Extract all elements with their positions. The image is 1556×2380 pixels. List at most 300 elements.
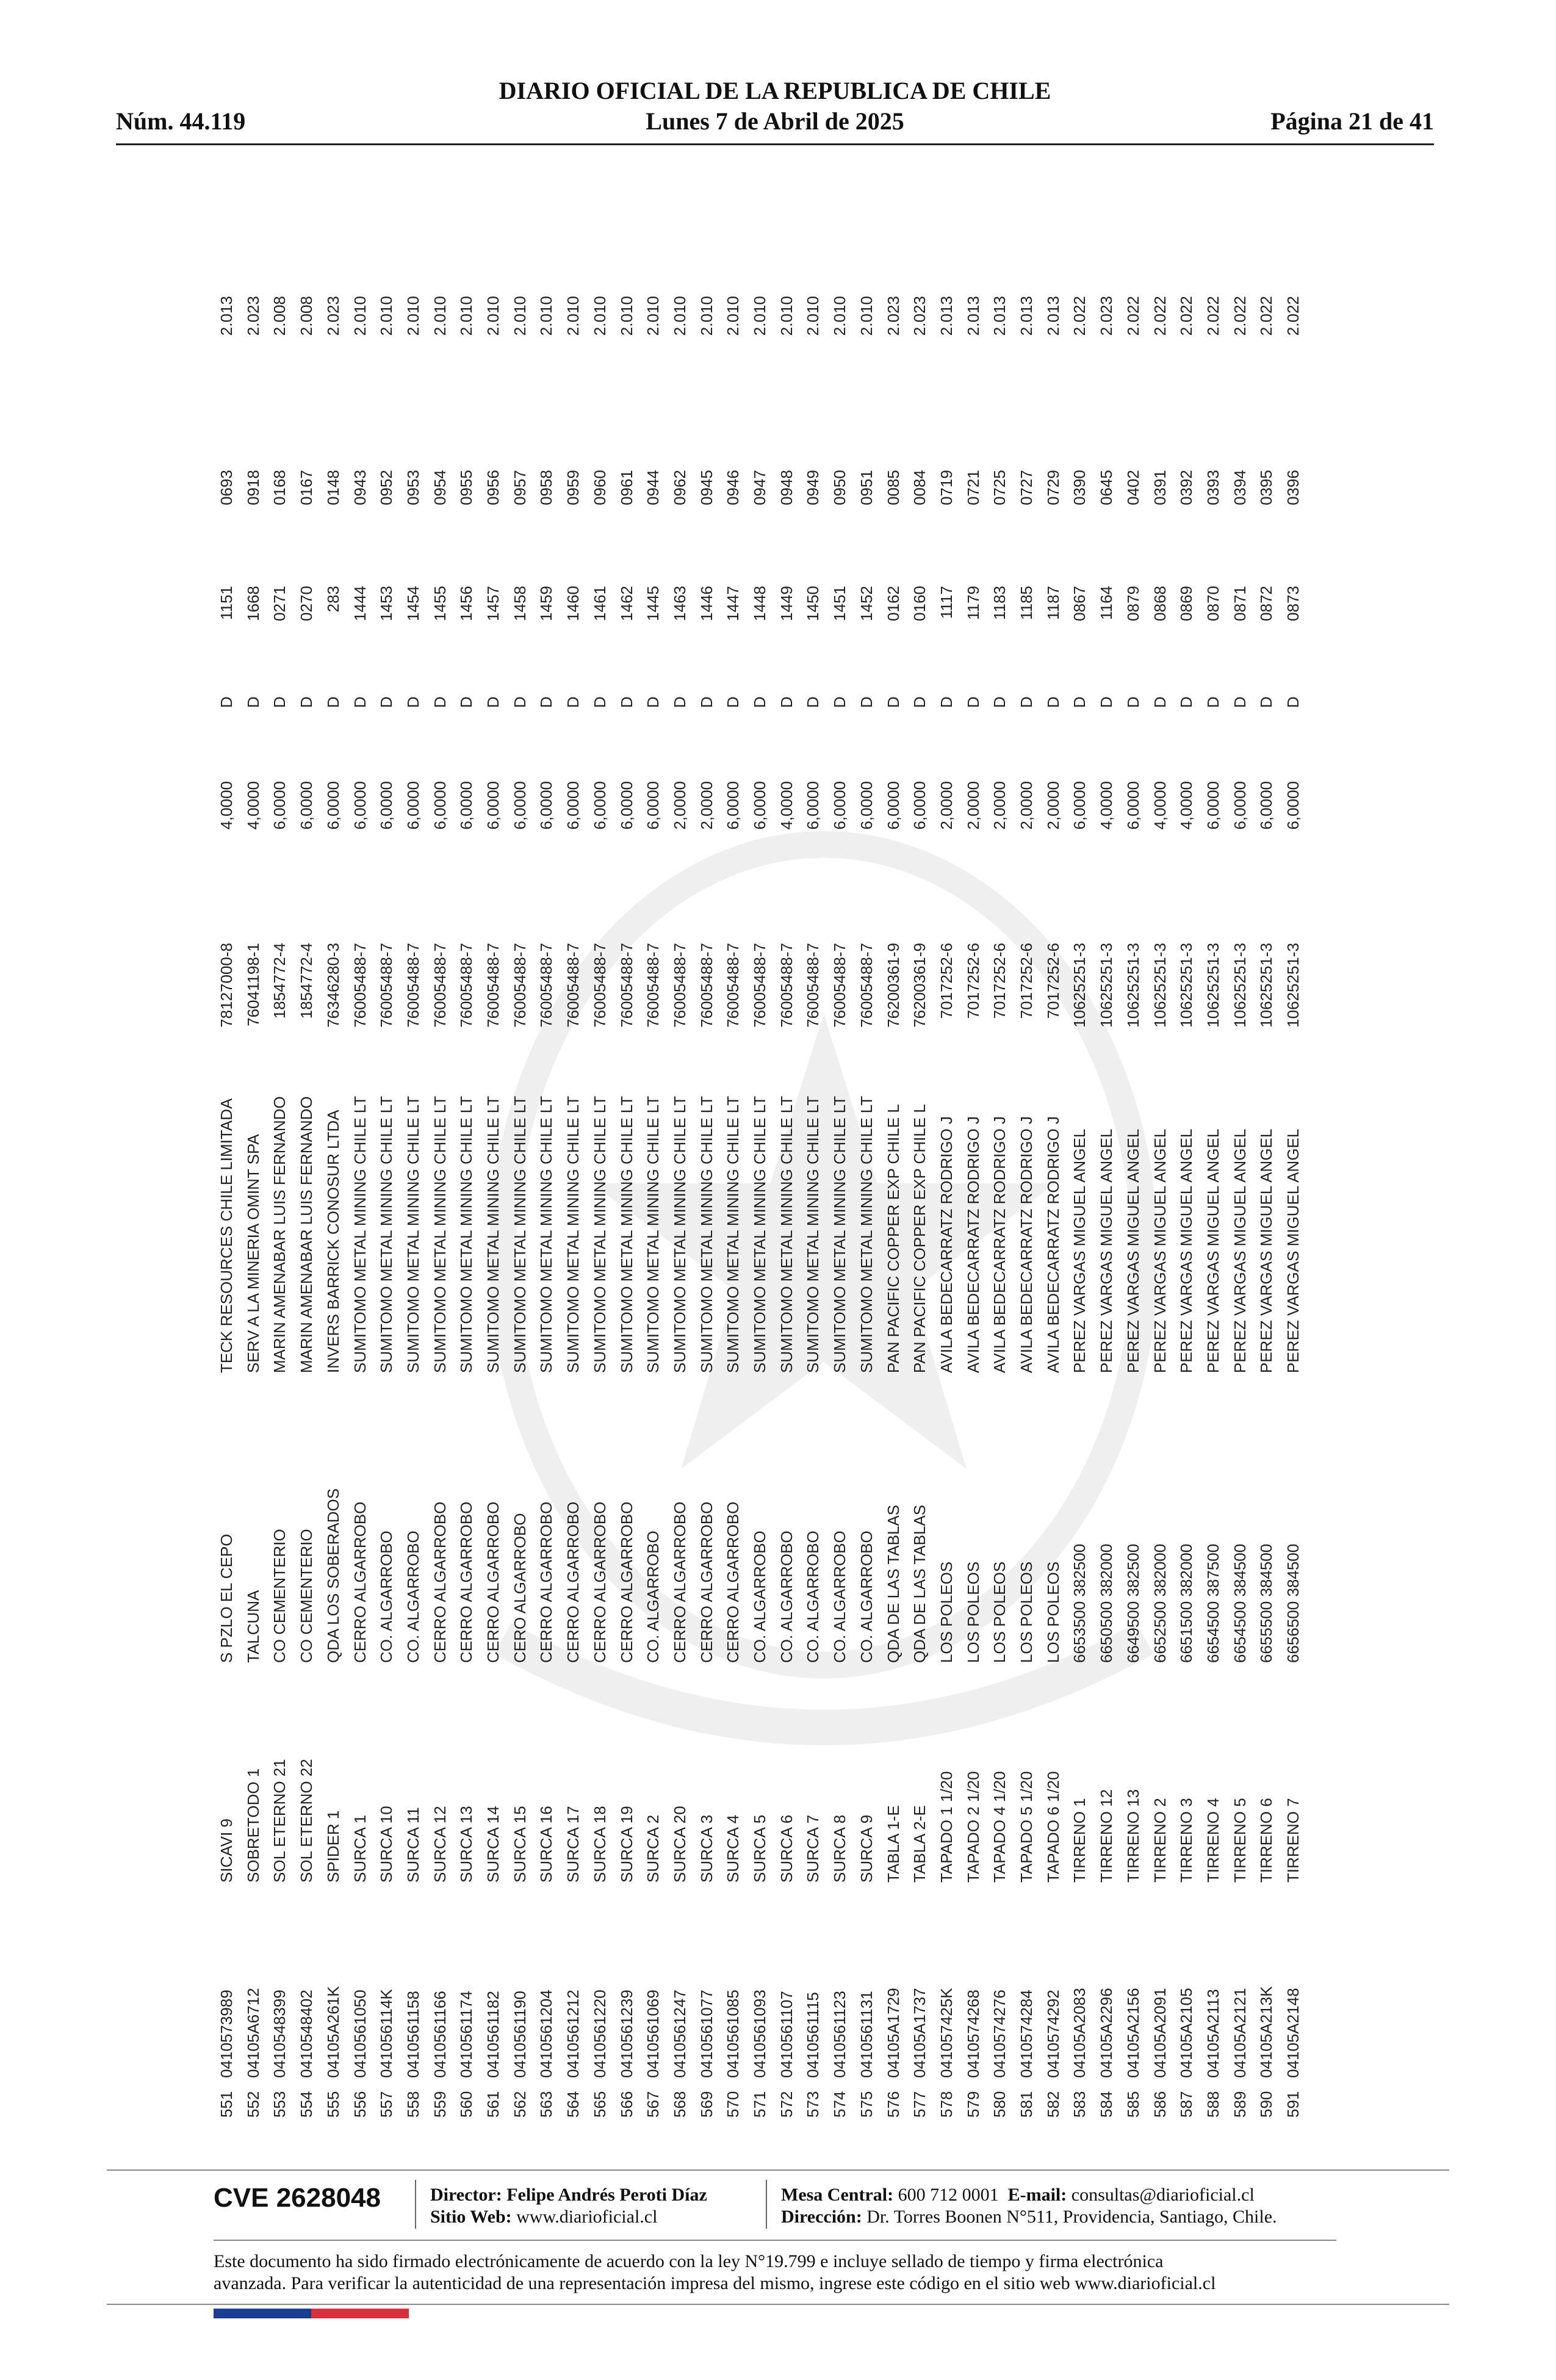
owner-rut-cell: 10625251-3 (1123, 943, 1142, 1028)
table-row (881, 195, 907, 2118)
concession-name-cell: SURCA 2 (644, 1814, 663, 1883)
hectares-cell: 6,0000 (1257, 781, 1276, 830)
year-cell: 2.010 (457, 296, 476, 336)
table-row (373, 195, 400, 2118)
table-row (453, 195, 480, 2118)
table-row (1014, 195, 1040, 2118)
table-row (560, 195, 586, 2118)
hectares-cell: 4,0000 (1150, 781, 1169, 830)
location-cell: CERRO ALGARROBO (537, 1501, 556, 1663)
rol-code-cell: 04105A2148 (1284, 1988, 1302, 2078)
table-row (587, 195, 613, 2118)
number-b-cell: 0167 (297, 470, 316, 505)
owner-name-cell: AVILA BEDECARRATZ RODRIGO J (937, 1116, 956, 1373)
rol-code-cell: 0410561123 (830, 1991, 849, 2078)
row-number-cell: 588 (1203, 2091, 1222, 2118)
type-code-cell: D (457, 696, 476, 708)
table-row (614, 195, 640, 2118)
footer-separator (415, 2180, 416, 2229)
location-cell: CERRO ALGARROBO (617, 1501, 636, 1663)
type-code-cell: D (644, 696, 663, 708)
number-b-cell: 0719 (937, 470, 956, 505)
hectares-cell: 6,0000 (1203, 781, 1222, 830)
owner-rut-cell: 76005488-7 (617, 943, 636, 1028)
concession-name-cell: SURCA 10 (377, 1806, 396, 1883)
row-number-cell: 563 (537, 2091, 556, 2118)
owner-rut-cell: 76005488-7 (830, 943, 849, 1028)
hectares-cell: 6,0000 (724, 781, 743, 830)
type-code-cell: D (1284, 696, 1302, 708)
year-cell: 2.013 (1043, 296, 1062, 336)
concession-name-cell: SURCA 5 (751, 1814, 769, 1883)
owner-rut-cell: 76005488-7 (724, 943, 743, 1028)
number-b-cell: 0948 (777, 470, 796, 505)
rol-code-cell: 0410574292 (1043, 1989, 1062, 2078)
year-cell: 2.013 (937, 296, 956, 336)
number-a-cell: 1444 (350, 586, 369, 621)
type-code-cell: D (430, 696, 449, 708)
hectares-cell: 6,0000 (884, 781, 902, 830)
owner-rut-cell: 10625251-3 (1150, 943, 1169, 1028)
table-row (1147, 195, 1173, 2118)
number-a-cell: 1457 (484, 586, 502, 621)
type-code-cell: D (830, 696, 849, 708)
year-cell: 2.010 (484, 296, 502, 336)
hectares-cell: 4,0000 (1097, 781, 1116, 830)
hectares-cell: 4,0000 (777, 781, 796, 830)
owner-rut-cell: 76005488-7 (510, 943, 529, 1028)
flag-bar-blue (214, 2309, 311, 2318)
year-cell: 2.013 (990, 296, 1009, 336)
table-row (960, 195, 987, 2118)
owner-name-cell: SUMITOMO METAL MINING CHILE LT (510, 1095, 529, 1373)
hectares-cell: 2,0000 (937, 781, 956, 830)
location-cell: CO. ALGARROBO (857, 1531, 876, 1663)
location-cell: CO CEMENTERIO (297, 1529, 316, 1663)
number-a-cell: 1449 (777, 586, 796, 621)
rol-code-cell: 0410561077 (697, 1989, 716, 2078)
year-cell: 2.023 (323, 296, 342, 336)
type-code-cell: D (1150, 696, 1169, 708)
concession-name-cell: TAPADO 4 1/20 (990, 1771, 1009, 1883)
hectares-cell: 6,0000 (350, 781, 369, 830)
row-number-cell: 557 (377, 2091, 396, 2118)
row-number-cell: 580 (990, 2091, 1009, 2118)
number-a-cell: 1448 (751, 586, 769, 621)
number-a-cell: 1460 (564, 586, 583, 621)
number-a-cell: 0867 (1070, 586, 1089, 621)
row-number-cell: 576 (884, 2091, 902, 2118)
year-cell: 2.013 (217, 296, 236, 336)
rol-code-cell: 0410561174 (457, 1991, 476, 2078)
rol-code-cell: 04105A2113 (1203, 1989, 1222, 2078)
location-cell: CERRO ALGARROBO (564, 1501, 583, 1663)
type-code-cell: D (1203, 696, 1222, 708)
email-link[interactable]: consultas@diarioficial.cl (1071, 2185, 1255, 2205)
number-b-cell: 0645 (1097, 470, 1116, 505)
number-a-cell: 1185 (1017, 586, 1036, 620)
number-a-cell: 1183 (990, 586, 1009, 620)
location-cell: CERRO ALGARROBO (350, 1501, 369, 1663)
row-number-cell: 572 (777, 2091, 796, 2118)
owner-name-cell: PEREZ VARGAS MIGUEL ANGEL (1203, 1128, 1222, 1373)
number-b-cell: 0390 (1070, 470, 1089, 505)
location-cell: CERRO ALGARROBO (484, 1501, 502, 1663)
row-number-cell: 555 (323, 2091, 342, 2118)
concession-name-cell: TIRRENO 4 (1203, 1798, 1222, 1883)
website-label: Sitio Web: (430, 2207, 512, 2227)
number-b-cell: 0954 (430, 470, 449, 505)
rol-code-cell: 0410561166 (430, 1991, 449, 2078)
location-cell: 6656500 384500 (1284, 1543, 1302, 1663)
email-label: E-mail: (1007, 2185, 1067, 2205)
location-cell: CO. ALGARROBO (751, 1531, 769, 1663)
issue-date: Lunes 7 de Abril de 2025 (646, 107, 904, 135)
type-code-cell: D (697, 696, 716, 708)
year-cell: 2.010 (644, 296, 663, 336)
year-cell: 2.023 (884, 296, 902, 336)
owner-rut-cell: 76005488-7 (697, 943, 716, 1028)
rol-code-cell: 0410574284 (1017, 1989, 1036, 2078)
number-b-cell: 0952 (377, 470, 396, 505)
row-number-cell: 586 (1150, 2091, 1169, 2118)
concession-name-cell: TIRRENO 2 (1150, 1798, 1169, 1883)
row-number-cell: 578 (937, 2091, 956, 2118)
central-phone: 600 712 0001 (898, 2185, 999, 2205)
concession-name-cell: SURCA 16 (537, 1806, 556, 1883)
concession-name-cell: TABLA 2-E (910, 1805, 929, 1883)
concession-name-cell: SURCA 12 (430, 1806, 449, 1883)
owner-rut-cell: 10625251-3 (1230, 943, 1249, 1028)
year-cell: 2.022 (1123, 296, 1142, 336)
year-cell: 2.023 (1097, 296, 1116, 336)
number-b-cell: 0395 (1257, 470, 1276, 505)
concession-name-cell: SURCA 9 (857, 1814, 876, 1883)
number-a-cell: 1187 (1043, 586, 1062, 620)
row-number-cell: 590 (1257, 2091, 1276, 2118)
type-code-cell: D (884, 696, 902, 708)
number-a-cell: 0271 (270, 586, 289, 621)
location-cell: CO. ALGARROBO (804, 1531, 823, 1663)
rol-code-cell: 0410548402 (297, 1989, 316, 2078)
rol-code-cell: 0410561050 (350, 1989, 369, 2078)
owner-rut-cell: 10625251-3 (1284, 943, 1302, 1028)
concession-name-cell: SPIDER 1 (323, 1810, 342, 1883)
owner-rut-cell: 76005488-7 (777, 943, 796, 1028)
table-row (347, 195, 373, 2118)
concession-name-cell: SURCA 14 (484, 1806, 502, 1883)
number-a-cell: 0162 (884, 586, 902, 621)
rol-code-cell: 04105A2156 (1123, 1988, 1142, 2078)
footer-rule-top (107, 2169, 1449, 2171)
rol-code-cell: 0410561204 (537, 1989, 556, 2078)
owner-rut-cell: 76005488-7 (804, 943, 823, 1028)
row-number-cell: 552 (243, 2091, 262, 2118)
number-a-cell: 1447 (724, 586, 743, 621)
number-a-cell: 283 (323, 586, 342, 613)
location-cell: 6655500 384500 (1257, 1543, 1276, 1663)
owner-name-cell: PEREZ VARGAS MIGUEL ANGEL (1230, 1128, 1249, 1373)
year-cell: 2.023 (910, 296, 929, 336)
number-a-cell: 1164 (1097, 586, 1116, 620)
number-b-cell: 0729 (1043, 470, 1062, 505)
row-number-cell: 570 (724, 2091, 743, 2118)
number-b-cell: 0945 (697, 470, 716, 505)
hectares-cell: 6,0000 (1070, 781, 1089, 830)
row-number-cell: 554 (297, 2091, 316, 2118)
location-cell: CO. ALGARROBO (830, 1531, 849, 1663)
hectares-cell: 2,0000 (990, 781, 1009, 830)
number-b-cell: 0947 (751, 470, 769, 505)
owner-rut-cell: 76041198-1 (243, 943, 262, 1026)
concession-name-cell: TAPADO 5 1/20 (1017, 1771, 1036, 1883)
row-number-cell: 561 (484, 2091, 502, 2118)
location-cell: CERRO ALGARROBO (430, 1501, 449, 1663)
type-code-cell: D (377, 696, 396, 708)
type-code-cell: D (1017, 696, 1036, 708)
owner-rut-cell: 7017252-6 (937, 943, 956, 1019)
owner-name-cell: PEREZ VARGAS MIGUEL ANGEL (1150, 1128, 1169, 1373)
row-number-cell: 556 (350, 2091, 369, 2118)
concession-name-cell: SURCA 1 (350, 1814, 369, 1883)
location-cell: CO. ALGARROBO (403, 1531, 422, 1663)
hectares-cell: 6,0000 (510, 781, 529, 830)
row-number-cell: 567 (644, 2091, 663, 2118)
owner-name-cell: AVILA BEDECARRATZ RODRIGO J (1017, 1116, 1036, 1373)
year-cell: 2.022 (1284, 296, 1302, 336)
rol-code-cell: 0410561220 (590, 1989, 609, 2078)
location-cell: 6652500 382000 (1150, 1543, 1169, 1663)
footer-rule-middle (214, 2240, 1336, 2241)
owner-name-cell: AVILA BEDECARRATZ RODRIGO J (1043, 1116, 1062, 1373)
owner-name-cell: SUMITOMO METAL MINING CHILE LT (484, 1095, 502, 1373)
owner-name-cell: SUMITOMO METAL MINING CHILE LT (457, 1095, 476, 1373)
year-cell: 2.013 (963, 296, 982, 336)
owner-name-cell: SUMITOMO METAL MINING CHILE LT (537, 1095, 556, 1373)
location-cell: CO. ALGARROBO (777, 1531, 796, 1663)
number-b-cell: 0392 (1177, 470, 1196, 505)
location-cell: LOS POLEOS (937, 1561, 956, 1663)
owner-name-cell: PEREZ VARGAS MIGUEL ANGEL (1257, 1128, 1276, 1373)
concession-name-cell: TIRRENO 6 (1257, 1798, 1276, 1883)
number-a-cell: 1446 (697, 586, 716, 621)
type-code-cell: D (670, 696, 689, 708)
address-value: Dr. Torres Boonen N°511, Providencia, Santiago, Chile. (866, 2207, 1277, 2227)
number-a-cell: 1456 (457, 586, 476, 621)
table-row (294, 195, 320, 2118)
number-b-cell: 0956 (484, 470, 502, 505)
year-cell: 2.010 (510, 296, 529, 336)
table-row (320, 195, 347, 2118)
concession-name-cell: TABLA 1-E (884, 1805, 902, 1883)
owner-name-cell: SUMITOMO METAL MINING CHILE LT (430, 1095, 449, 1373)
concession-name-cell: TIRRENO 13 (1123, 1789, 1142, 1883)
rol-code-cell: 0410561239 (617, 1989, 636, 2078)
location-cell: LOS POLEOS (963, 1561, 982, 1663)
row-number-cell: 558 (403, 2091, 422, 2118)
hectares-cell: 6,0000 (910, 781, 929, 830)
location-cell: 6651500 382000 (1177, 1543, 1196, 1663)
location-cell: 6653500 382500 (1070, 1543, 1089, 1663)
location-cell: CERRO ALGARROBO (697, 1501, 716, 1663)
owner-name-cell: SUMITOMO METAL MINING CHILE LT (670, 1095, 689, 1373)
year-cell: 2.010 (724, 296, 743, 336)
table-row (827, 195, 853, 2118)
concession-name-cell: TIRRENO 5 (1230, 1798, 1249, 1883)
hectares-cell: 2,0000 (1017, 781, 1036, 830)
year-cell: 2.013 (1017, 296, 1036, 336)
row-number-cell: 577 (910, 2091, 929, 2118)
hectares-cell: 6,0000 (751, 781, 769, 830)
newspaper-title: DIARIO OFICIAL DE LA REPUBLICA DE CHILE (499, 77, 1051, 104)
footer-separator (766, 2180, 767, 2229)
owner-name-cell: AVILA BEDECARRATZ RODRIGO J (963, 1116, 982, 1373)
year-cell: 2.022 (1203, 296, 1222, 336)
director-name: Felipe Andrés Peroti Díaz (506, 2185, 707, 2205)
number-b-cell: 0725 (990, 470, 1009, 505)
owner-rut-cell: 76005488-7 (377, 943, 396, 1028)
table-row (800, 195, 826, 2118)
owner-rut-cell: 7017252-6 (963, 943, 982, 1019)
rol-code-cell: 04105A1737 (910, 1988, 929, 2078)
rol-code-cell: 0410561093 (751, 1989, 769, 2078)
owner-rut-cell: 76005488-7 (430, 943, 449, 1028)
owner-rut-cell: 76346280-3 (323, 943, 342, 1028)
owner-rut-cell: 10625251-3 (1177, 943, 1196, 1028)
hectares-cell: 6,0000 (297, 781, 316, 830)
number-a-cell: 0270 (297, 586, 316, 621)
type-code-cell: D (617, 696, 636, 708)
hectares-cell: 6,0000 (537, 781, 556, 830)
row-number-cell: 589 (1230, 2091, 1249, 2118)
rol-code-cell: 04105A2091 (1150, 1988, 1169, 2078)
number-a-cell: 0879 (1123, 586, 1142, 621)
rol-code-cell: 04105A2083 (1070, 1988, 1089, 2078)
rol-code-cell: 0410561085 (724, 1989, 743, 2078)
concession-name-cell: SURCA 4 (724, 1814, 743, 1883)
owner-rut-cell: 76005488-7 (644, 943, 663, 1028)
table-row (667, 195, 693, 2118)
row-number-cell: 573 (804, 2091, 823, 2118)
location-cell: S PZLO EL CEPO (217, 1534, 236, 1663)
year-cell: 2.010 (403, 296, 422, 336)
owner-name-cell: PEREZ VARGAS MIGUEL ANGEL (1070, 1128, 1089, 1373)
concession-name-cell: TAPADO 1 1/20 (937, 1771, 956, 1883)
type-code-cell: D (270, 696, 289, 708)
number-a-cell: 1459 (537, 586, 556, 621)
hectares-cell: 6,0000 (484, 781, 502, 830)
number-a-cell: 0868 (1150, 586, 1169, 621)
year-cell: 2.022 (1177, 296, 1196, 336)
type-code-cell: D (564, 696, 583, 708)
row-number-cell: 571 (751, 2091, 769, 2118)
row-number-cell: 560 (457, 2091, 476, 2118)
rol-code-cell: 0410561190 (510, 1991, 529, 2078)
type-code-cell: D (963, 696, 982, 708)
year-cell: 2.010 (377, 296, 396, 336)
concession-name-cell: SURCA 15 (510, 1806, 529, 1883)
owner-rut-cell: 7017252-6 (990, 943, 1009, 1019)
legal-notice-line: Este documento ha sido firmado electrónicamente de acuerdo con la ley N°19.799 e incluye sellado de tiempo y firma electrónica (214, 2251, 1164, 2271)
number-a-cell: 1463 (670, 586, 689, 621)
number-b-cell: 0962 (670, 470, 689, 505)
page-number: Página 21 de 41 (1270, 107, 1434, 135)
owner-name-cell: PEREZ VARGAS MIGUEL ANGEL (1284, 1128, 1302, 1373)
owner-name-cell: PEREZ VARGAS MIGUEL ANGEL (1177, 1128, 1196, 1373)
owner-rut-cell: 76005488-7 (857, 943, 876, 1028)
owner-name-cell: PAN PACIFIC COPPER EXP CHILE L (884, 1104, 902, 1373)
owner-rut-cell: 76005488-7 (751, 943, 769, 1028)
concession-name-cell: SURCA 8 (830, 1814, 849, 1883)
rol-code-cell: 0410561247 (670, 1989, 689, 2078)
location-cell: 6649500 382500 (1123, 1543, 1142, 1663)
type-code-cell: D (243, 696, 262, 708)
row-number-cell: 564 (564, 2091, 583, 2118)
location-cell: QDA DE LAS TABLAS (884, 1504, 902, 1663)
type-code-cell: D (937, 696, 956, 708)
number-b-cell: 0955 (457, 470, 476, 505)
owner-name-cell: PEREZ VARGAS MIGUEL ANGEL (1097, 1128, 1116, 1373)
type-code-cell: D (510, 696, 529, 708)
hectares-cell: 6,0000 (457, 781, 476, 830)
location-cell: 6654500 384500 (1230, 1543, 1249, 1663)
owner-rut-cell: 76005488-7 (564, 943, 583, 1028)
year-cell: 2.010 (697, 296, 716, 336)
concession-name-cell: SOBRETODO 1 (243, 1768, 262, 1883)
type-code-cell: D (484, 696, 502, 708)
number-b-cell: 0391 (1150, 470, 1169, 505)
type-code-cell: D (777, 696, 796, 708)
table-row (1227, 195, 1253, 2118)
owner-name-cell: SUMITOMO METAL MINING CHILE LT (804, 1095, 823, 1373)
rol-code-cell: 0410561107 (777, 1991, 796, 2078)
owner-rut-cell: 7017252-6 (1017, 943, 1036, 1019)
number-a-cell: 1454 (403, 586, 422, 621)
number-b-cell: 0396 (1284, 470, 1302, 505)
owner-name-cell: AVILA BEDECARRATZ RODRIGO J (990, 1116, 1009, 1373)
number-b-cell: 0951 (857, 470, 876, 505)
rol-code-cell: 0410574268 (963, 1989, 982, 2078)
table-row (400, 195, 427, 2118)
row-number-cell: 566 (617, 2091, 636, 2118)
location-cell: QDA LOS SOBERADOS (323, 1488, 342, 1663)
website-link[interactable]: www.diarioficial.cl (516, 2207, 658, 2227)
hectares-cell: 2,0000 (963, 781, 982, 830)
rol-code-cell: 0410548399 (270, 1989, 289, 2078)
number-a-cell: 1445 (644, 586, 663, 621)
number-b-cell: 0953 (403, 470, 422, 505)
owner-rut-cell: 10625251-3 (1097, 943, 1116, 1028)
table-row (533, 195, 560, 2118)
owner-rut-cell: 10625251-3 (1257, 943, 1276, 1028)
number-a-cell: 0871 (1230, 586, 1249, 621)
owner-rut-cell: 1854772-4 (297, 943, 316, 1019)
table-row (854, 195, 880, 2118)
rol-code-cell: 04105A2105 (1177, 1988, 1196, 2078)
rol-code-cell: 0410574276 (990, 1989, 1009, 2078)
table-row (934, 195, 960, 2118)
row-number-cell: 574 (830, 2091, 849, 2118)
concession-name-cell: SURCA 17 (564, 1806, 583, 1883)
table-row (427, 195, 453, 2118)
table-row (907, 195, 933, 2118)
owner-rut-cell: 76005488-7 (670, 943, 689, 1028)
hectares-cell: 6,0000 (564, 781, 583, 830)
number-b-cell: 0950 (830, 470, 849, 505)
concession-name-cell: SOL ETERNO 22 (297, 1759, 316, 1883)
rol-code-cell: 041056114K (377, 1989, 396, 2078)
rol-code-cell: 04105A261K (323, 1986, 342, 2078)
